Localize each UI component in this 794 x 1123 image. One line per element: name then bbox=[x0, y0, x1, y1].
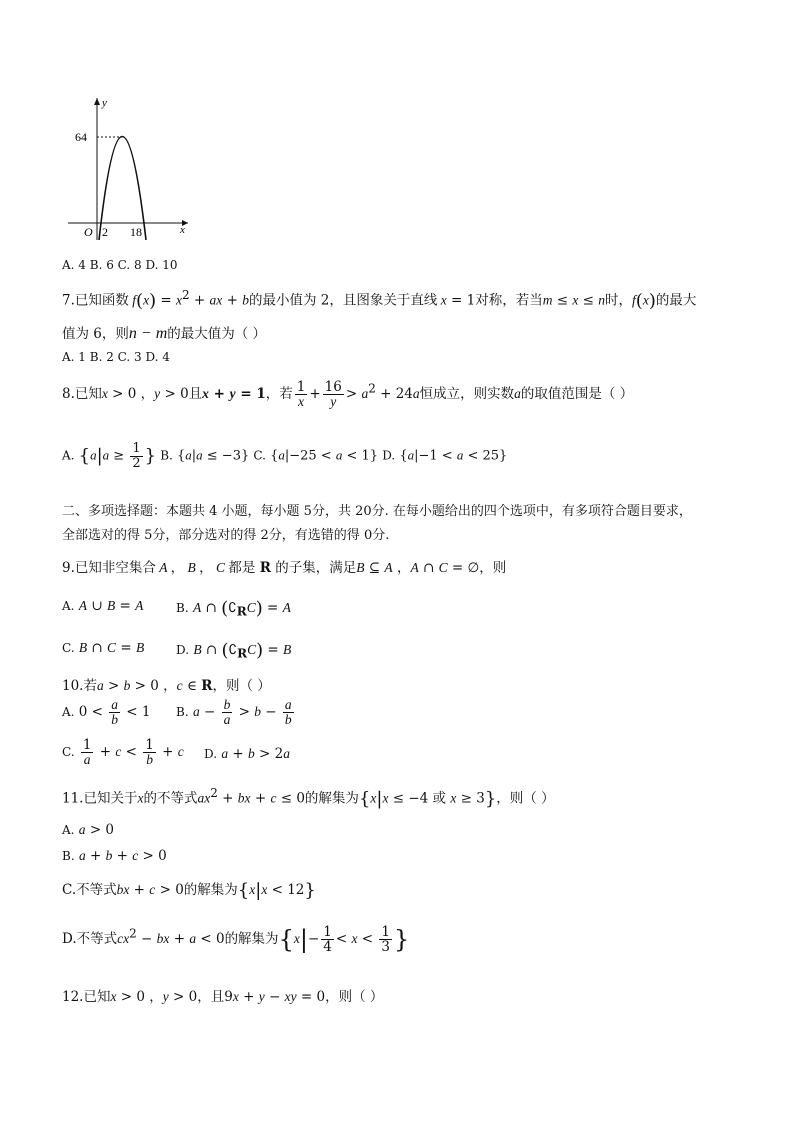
q9-options-cd: C. B ∩ C = B bbox=[62, 640, 145, 656]
q8-opt-a: A. bbox=[62, 448, 75, 463]
q8-text1: 且 bbox=[188, 386, 203, 403]
q7-line2b: 的最大值为（ ） bbox=[167, 326, 267, 342]
q11-lead: 11.已知关于 bbox=[62, 790, 138, 807]
q9-text3: ，则 bbox=[479, 560, 507, 576]
q11-opt-b: B. bbox=[62, 849, 75, 863]
q10-line: 10.若a > b > 0 ，c ∈ R，则（ ） bbox=[62, 678, 271, 694]
q10-option-c: C. $\frac{1}{a}$ + c < $\frac{1}{b}$ + c bbox=[62, 737, 184, 768]
q7-func: f bbox=[128, 292, 137, 308]
q7-line2a: 值为 6，则 bbox=[62, 326, 129, 342]
q11-opt-d-mid: 的解集为 bbox=[224, 931, 279, 948]
q12-lead: 12.已知 bbox=[62, 989, 111, 1005]
x-axis-label: x bbox=[180, 224, 185, 236]
q10-lead: 10.若 bbox=[62, 678, 97, 694]
q10-option-b: B. a − $\frac{b}{a}$ > b − $\frac{a}{b}$ bbox=[176, 697, 292, 728]
q7-text2: 对称，若当 bbox=[475, 292, 543, 309]
q8-text3: 恒成立，则实数 bbox=[419, 386, 515, 403]
q12-text2: ，则（ ） bbox=[325, 989, 384, 1005]
q8-lead: 8.已知 bbox=[62, 386, 102, 403]
q11-opt-d-lead: D.不等式 bbox=[62, 931, 118, 948]
q9-text2: 的子集，满足 bbox=[275, 560, 357, 576]
parabola-graph bbox=[60, 90, 200, 245]
q8-text4: 的取值范围是（ ） bbox=[520, 386, 634, 403]
q8-opt-c: C. bbox=[253, 448, 266, 463]
q11-opt-c-lead: C.不等式 bbox=[62, 882, 117, 898]
q8-line: 8.已知x > 0 ，y > 0且x + y = 1，若 $\frac{1}{x}$ + $\frac{16}{y}$ > $a^2 + 24a$恒成立，则实数a的取值范围是（ ） bbox=[62, 379, 634, 410]
q11-option-d: D.不等式$cx^2$ − bx + a < 0的解集为{x|− $\frac{1}{4}$ < x < $\frac{1}{3}$ } bbox=[62, 924, 410, 956]
q7-lead: 7.已知函数 bbox=[62, 292, 129, 309]
q7-line1: 7.已知函数 $f(x) = x^2$ + ax + b的最小值为 2，且图象关于直线 x = 1对称，若当m ≤ x ≤ n时，f(x)的最大 bbox=[62, 288, 697, 312]
q10-opt-c: C. bbox=[62, 745, 75, 760]
q10-opt-b: B. bbox=[176, 705, 189, 720]
q12-line: 12.已知x > 0 ，y > 0，且9x + y − xy = 0，则（ ） bbox=[62, 989, 384, 1005]
q8-opt-d: D. bbox=[382, 448, 396, 463]
q8-options: A. {a|a ≥ $\frac{1}{2}$ } B. {a|a ≤ −3} C. {a|−25 < a < 1} D. {a|−1 < a < 25} bbox=[62, 441, 508, 471]
q9-opt-b: B. bbox=[176, 601, 189, 615]
q12-text1: ，且 bbox=[197, 989, 225, 1005]
q9-opt-d: D. bbox=[176, 643, 190, 657]
q9-lead: 9.已知非空集合 bbox=[62, 560, 156, 576]
section2-line1: 二、多项选择题：本题共 4 小题，每小题 5分，共 20分. 在每小题给出的四个选项中，有多项符合题目要求， bbox=[62, 504, 692, 519]
q11-option-c: C.不等式bx + c > 0的解集为{x|x < 12} bbox=[62, 880, 316, 901]
q7-options: A. 1 B. 2 C. 3 D. 4 bbox=[62, 350, 170, 364]
q10-option-d: D. a + b > 2a bbox=[204, 746, 290, 762]
q9-line: 9.已知非空集合 A ， B ， C 都是 R 的子集，满足B ⊆ A ，A ∩ C = ∅，则 bbox=[62, 560, 507, 576]
q9-options-ab: A. A ∪ B = A bbox=[62, 598, 144, 614]
q8-text2: ，若 bbox=[265, 386, 293, 403]
x-tick-18: 18 bbox=[130, 225, 142, 239]
q10-opt-d: D. bbox=[204, 747, 218, 761]
q9-option-d: D. B ∩ $(∁_RC) = B$ bbox=[176, 640, 292, 661]
q7-line2: 值为 6，则n − m的最大值为（ ） bbox=[62, 325, 267, 342]
q9-opt-a: A. bbox=[62, 599, 75, 613]
q11-text2: 的解集为 bbox=[304, 790, 359, 807]
q11-opt-c-mid: 的解集为 bbox=[183, 882, 238, 898]
q11-text3: ，则（ ） bbox=[496, 790, 555, 807]
graph-svg bbox=[60, 90, 200, 245]
q9-text1: 都是 bbox=[228, 560, 256, 576]
q10-text1: ，则（ ） bbox=[212, 678, 271, 694]
q10-option-a: A. 0 < $\frac{a}{b}$ < 1 bbox=[62, 697, 151, 728]
y-axis-arrow bbox=[94, 98, 100, 105]
q9-option-b: B. A ∩ $(∁_RC) = A$ bbox=[176, 598, 291, 619]
x-tick-2: 2 bbox=[102, 225, 108, 239]
q11-option-b: B. a + b + c > 0 bbox=[62, 848, 167, 864]
q6-options: A. 4 B. 6 C. 8 D. 10 bbox=[62, 258, 178, 272]
q11-option-a: A. a > 0 bbox=[62, 822, 115, 838]
origin-label: O bbox=[84, 225, 93, 239]
q7-text4: 的最大 bbox=[655, 292, 697, 309]
q11-text1: 的不等式 bbox=[143, 790, 198, 807]
section2-line2: 全部选对的得 5分，部分选对的得 2分，有选错的得 0分. bbox=[62, 528, 390, 543]
q9-opt-c: C. bbox=[62, 641, 75, 655]
q7-text3: 时， bbox=[605, 292, 633, 309]
q7-text1: 的最小值为 2，且图象关于直线 bbox=[248, 292, 438, 309]
q11-opt-a: A. bbox=[62, 823, 75, 837]
q11-line: 11.已知关于x的不等式$ax^2$ + bx + c ≤ 0的解集为{x|x ≤ −4 或 x ≥ 3}，则（ ） bbox=[62, 786, 555, 810]
q8-opt-b: B. bbox=[160, 448, 173, 463]
peak-value-label: 64 bbox=[75, 130, 87, 144]
y-axis-label: y bbox=[102, 97, 107, 109]
q10-opt-a: A. bbox=[62, 705, 75, 720]
